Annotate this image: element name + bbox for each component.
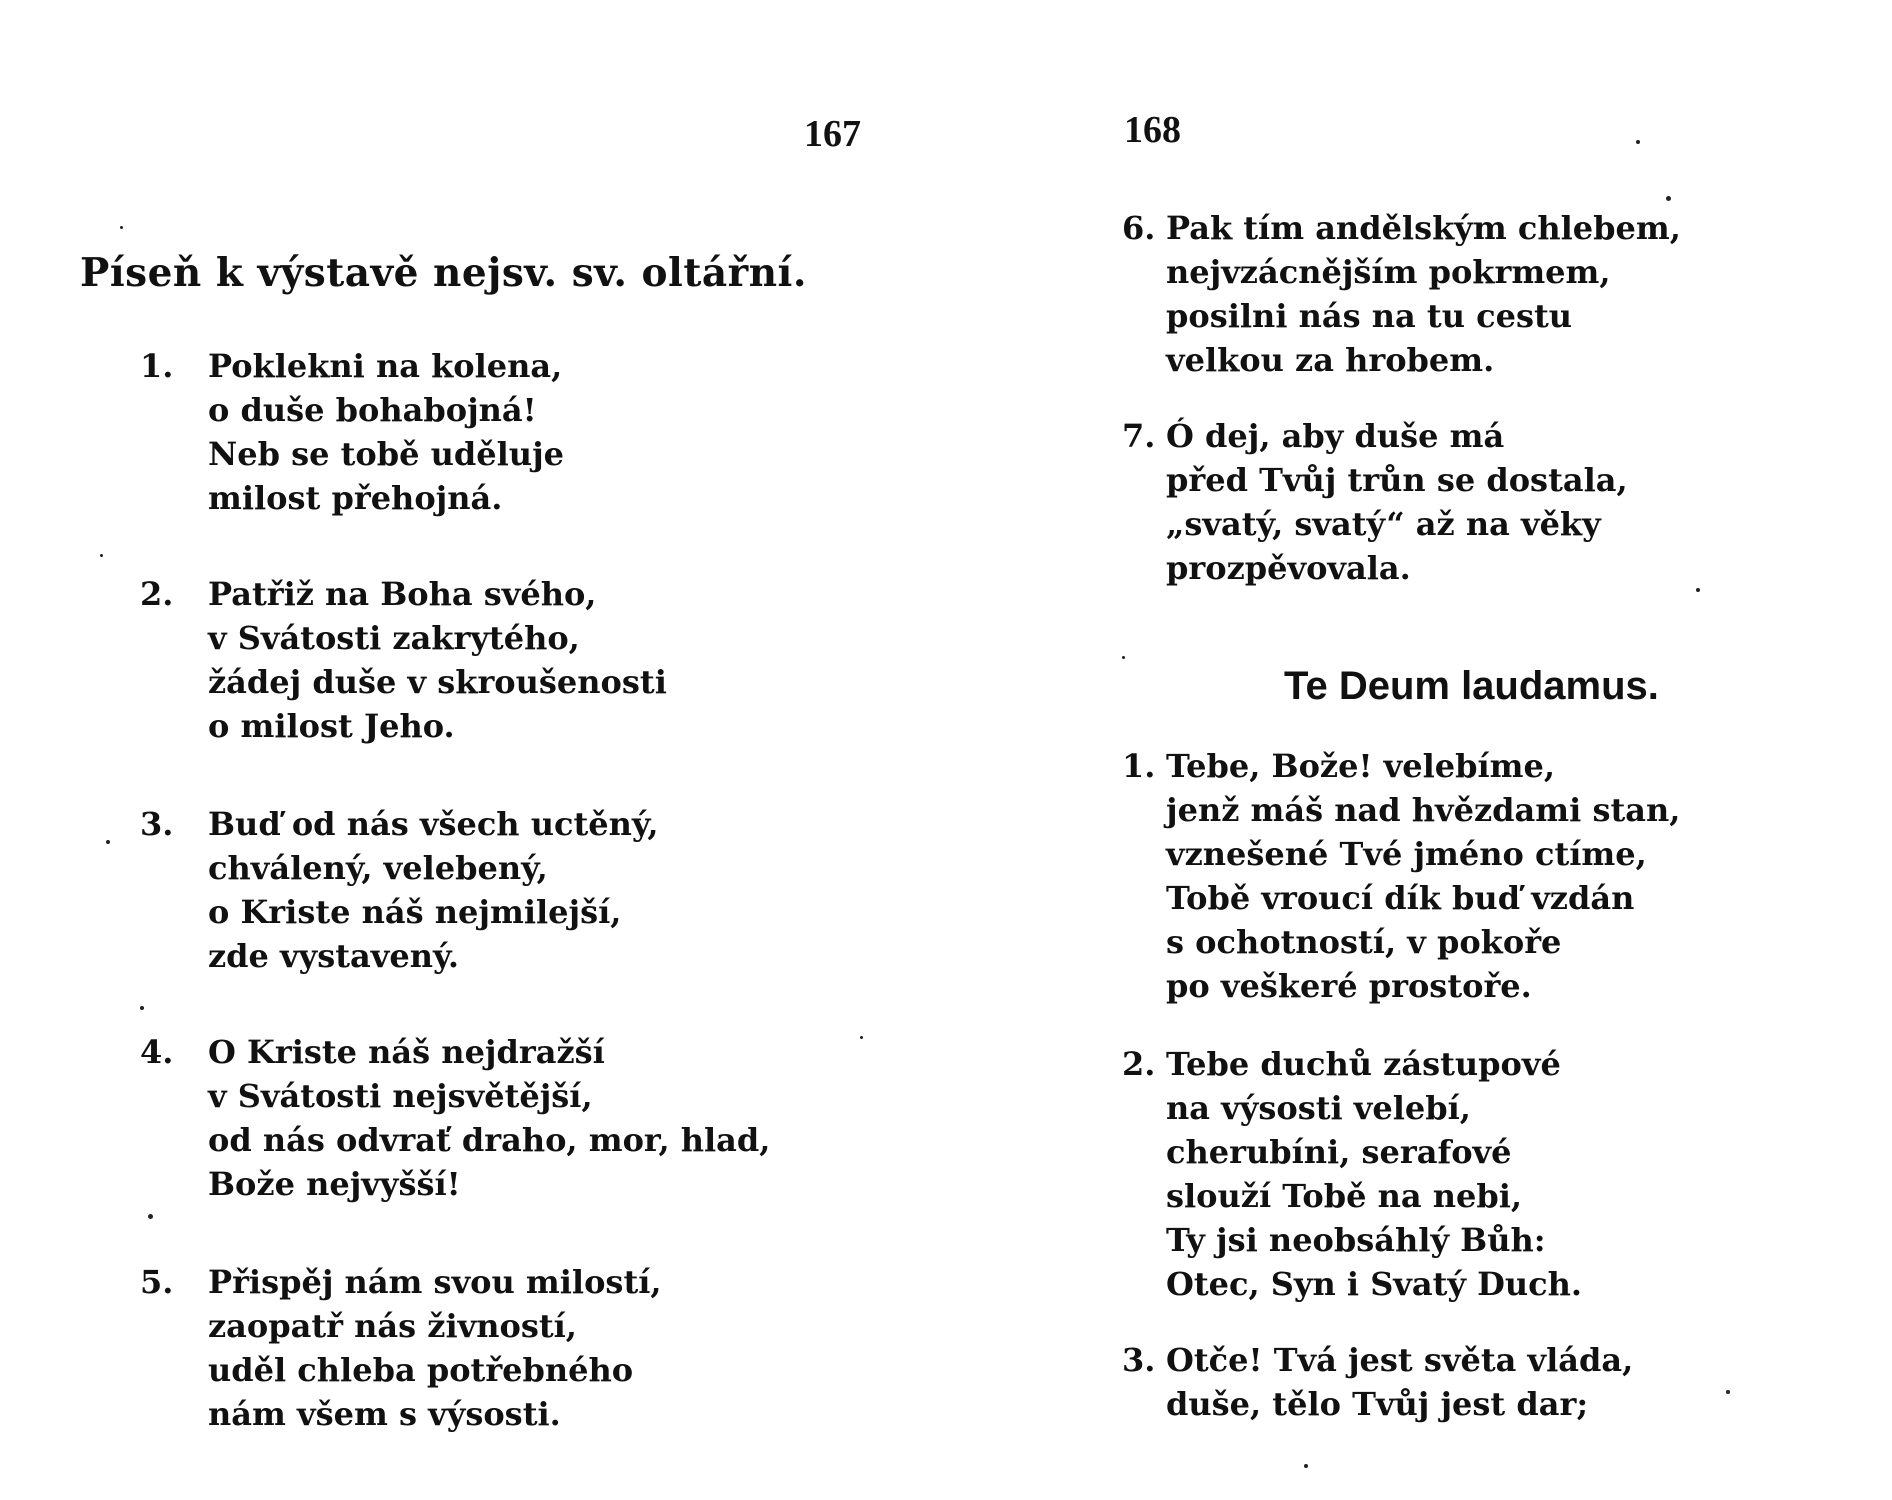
verse-line: slouží Tobě na nebi, [1166, 1177, 1523, 1215]
verse-line: O Kriste náš nejdražší [208, 1033, 605, 1071]
verse-line: o Kriste náš nejmilejší, [208, 893, 622, 931]
scan-speck [100, 554, 103, 557]
scan-speck [1696, 588, 1700, 592]
scan-speck [148, 1214, 153, 1219]
song-title: Píseň k výstavě nejsv. sv. oltářní. [80, 250, 807, 296]
verse-line: o milost Jeho. [208, 707, 455, 745]
verse-line: chválený, velebený, [208, 849, 548, 887]
verse-line: Patřiž na Boha svého, [208, 575, 597, 613]
scan-speck [1666, 196, 1671, 201]
verse-line: „svatý, svatý“ až na věky [1166, 505, 1601, 543]
scan-speck [1726, 1390, 1730, 1394]
verse-line: cherubíni, serafové [1166, 1133, 1512, 1171]
stanza-number: 4. [140, 1033, 174, 1071]
verse-line: duše, tělo Tvůj jest dar; [1166, 1385, 1589, 1423]
stanza-number: 1. [140, 347, 174, 385]
verse-line: o duše bohabojná! [208, 391, 537, 429]
stanza-number: 2. [1122, 1045, 1156, 1083]
verse-line: Pak tím andělským chlebem, [1166, 209, 1681, 247]
scan-speck [120, 226, 123, 229]
verse-line: Přispěj nám svou milostí, [208, 1263, 662, 1301]
verse-line: posilni nás na tu cestu [1166, 297, 1572, 335]
scan-speck [1304, 1464, 1308, 1468]
verse-line: na výsosti velebí, [1166, 1089, 1471, 1127]
verse-line: zaopatř nás živností, [208, 1307, 577, 1345]
verse-line: uděl chleba potřebného [208, 1351, 634, 1389]
verse-line: v Svátosti zakrytého, [208, 619, 580, 657]
scan-speck [106, 840, 110, 844]
verse-line: vznešené Tvé jméno ctíme, [1166, 835, 1647, 873]
verse-line: od nás odvrať draho, mor, hlad, [208, 1121, 771, 1159]
verse-line: prozpěvovala. [1166, 549, 1411, 587]
verse-line: milost přehojná. [208, 479, 503, 517]
verse-line: jenž máš nad hvězdami stan, [1166, 791, 1681, 829]
right-page [946, 0, 1892, 1500]
verse-line: Ó dej, aby duše má [1166, 417, 1505, 455]
stanza-number: 3. [1122, 1341, 1156, 1379]
verse-line: s ochotností, v pokoře [1166, 923, 1562, 961]
stanza-number: 5. [140, 1263, 174, 1301]
page-number: 168 [1124, 109, 1181, 151]
verse-line: Otec, Syn i Svatý Duch. [1166, 1265, 1583, 1303]
verse-line: Tebe, Bože! velebíme, [1166, 747, 1555, 785]
stanza-number: 3. [140, 805, 174, 843]
verse-line: Ty jsi neobsáhlý Bůh: [1166, 1221, 1546, 1259]
song-title: Te Deum laudamus. [1284, 664, 1659, 708]
scan-speck [140, 1006, 144, 1010]
scan-speck [1122, 656, 1125, 659]
verse-line: Poklekni na kolena, [208, 347, 563, 385]
scan-speck [860, 1036, 863, 1039]
verse-line: Buď od nás všech uctěný, [208, 805, 659, 843]
stanza-number: 2. [140, 575, 174, 613]
verse-line: nám všem s výsosti. [208, 1395, 561, 1433]
verse-line: v Svátosti nejsvětější, [208, 1077, 593, 1115]
verse-line: Otče! Tvá jest světa vláda, [1166, 1341, 1634, 1379]
stanza-number: 1. [1122, 747, 1156, 785]
scan-speck [1636, 140, 1640, 144]
verse-line: Tebe duchů zástupové [1166, 1045, 1561, 1083]
stanza-number: 7. [1122, 417, 1156, 455]
page-number: 167 [804, 113, 861, 155]
verse-line: před Tvůj trůn se dostala, [1166, 461, 1628, 499]
verse-line: nejvzácnějším pokrmem, [1166, 253, 1611, 291]
verse-line: Bože nejvyšší! [208, 1165, 461, 1203]
verse-line: zde vystavený. [208, 937, 460, 975]
verse-line: Neb se tobě uděluje [208, 435, 564, 473]
verse-line: žádej duše v skroušenosti [208, 663, 667, 701]
verse-line: po veškeré prostoře. [1166, 967, 1532, 1005]
verse-line: Tobě vroucí dík buď vzdán [1166, 879, 1635, 917]
stanza-number: 6. [1122, 209, 1156, 247]
verse-line: velkou za hrobem. [1166, 341, 1495, 379]
